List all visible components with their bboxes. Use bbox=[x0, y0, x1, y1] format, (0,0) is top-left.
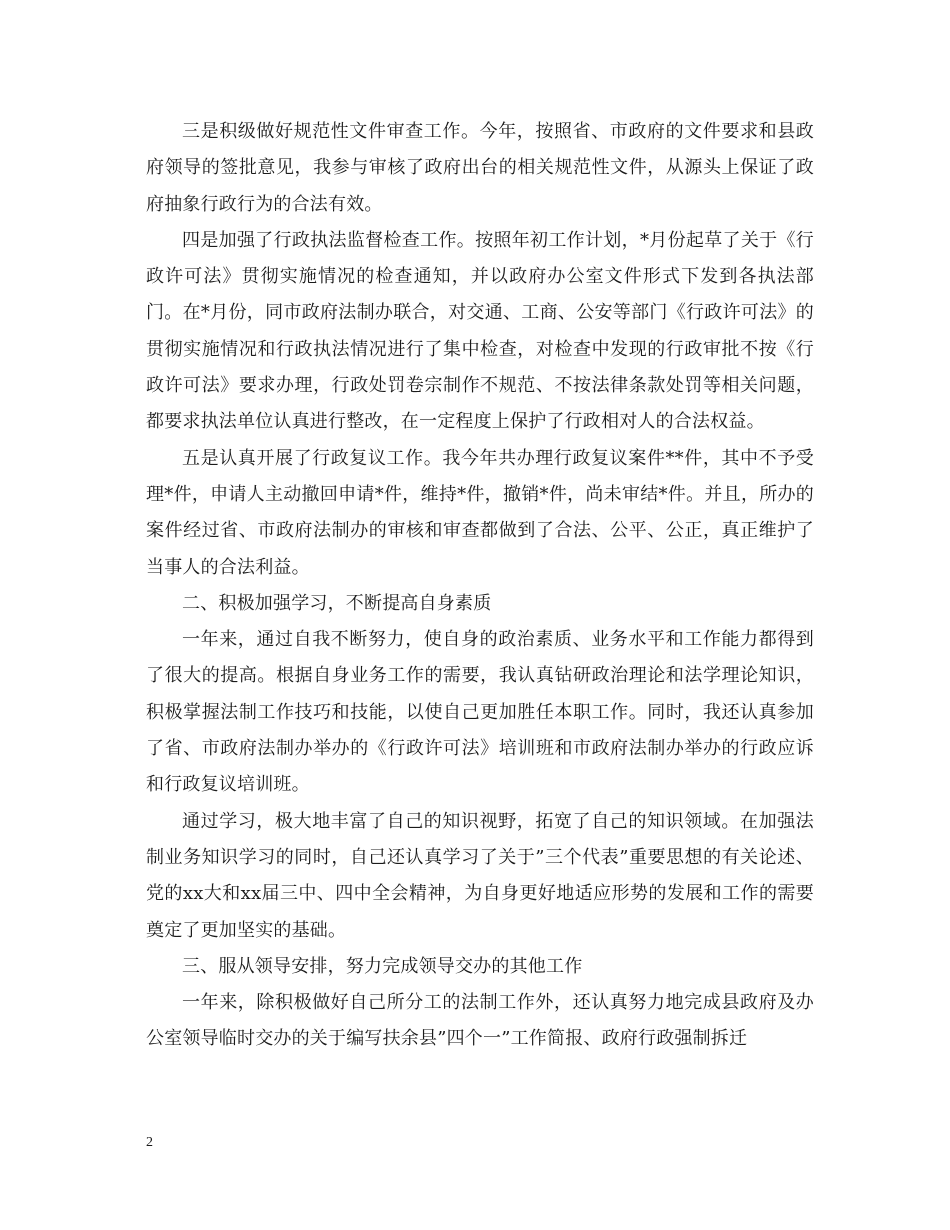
section-heading-3: 三、服从领导安排，努力完成领导交办的其他工作 bbox=[182, 955, 583, 977]
paragraph-6: 一年来，除积极做好自己所分工的法制工作外，还认真努力地完成县政府及办公室领导临时交办的关于编写扶余县”四个一”工作简报、政府行政强制拆迁 bbox=[146, 992, 814, 1050]
paragraph-2: 四是加强了行政执法监督检查工作。按照年初工作计划，*月份起草了关于《行政许可法》贯彻实施情况的检查通知，并以政府办公室文件形式下发到各执法部门。在*月份，同市政府法制办联合，对交通、工商、公安等部门《行政许可法》的贯彻实施情况和行政执法情况进行了集中检查，对检查中发现的行政审批不按《行政许可法》要求办理，行政处罚卷宗制作不规范、不按法律条款处罚等相关问题，都要求执法单位认真进行整改，在一定程度上保护了行政相对人的合法权益。 bbox=[146, 229, 814, 433]
section-heading-2: 二、积极加强学习，不断提高自身素质 bbox=[182, 592, 492, 614]
paragraph-4: 一年来，通过自我不断努力，使自身的政治素质、业务水平和工作能力都得到了很大的提高。根据自身业务工作的需要，我认真钻研政治理论和法学理论知识，积极掌握法制工作技巧和技能，以使自己更加胜任本职工作。同时，我还认真参加了省、市政府法制办举办的《行政许可法》培训班和市政府法制办举办的行政应诉和行政复议培训班。 bbox=[146, 629, 814, 796]
paragraph-1: 三是积级做好规范性文件审查工作。今年，按照省、市政府的文件要求和县政府领导的签批意见，我参与审核了政府出台的相关规范性文件，从源头上保证了政府抽象行政行为的合法有效。 bbox=[146, 121, 814, 215]
page-body bbox=[146, 114, 814, 1058]
paragraph-3: 五是认真开展了行政复议工作。我今年共办理行政复议案件**件，其中不予受理*件，申请人主动撤回申请*件，维持*件，撤销*件，尚未审结*件。并且，所办的案件经过省、市政府法制办的审核和审查都做到了合法、公平、公正，真正维护了当事人的合法利益。 bbox=[146, 447, 814, 578]
page-number: 2 bbox=[146, 1135, 153, 1150]
paragraph-5: 通过学习，极大地丰富了自己的知识视野，拓宽了自己的知识领域。在加强法制业务知识学习的同时，自己还认真学习了关于”三个代表”重要思想的有关论述、党的xx大和xx届三中、四中全会精神，为自身更好地适应形势的发展和工作的需要奠定了更加坚实的基础。 bbox=[146, 810, 814, 941]
